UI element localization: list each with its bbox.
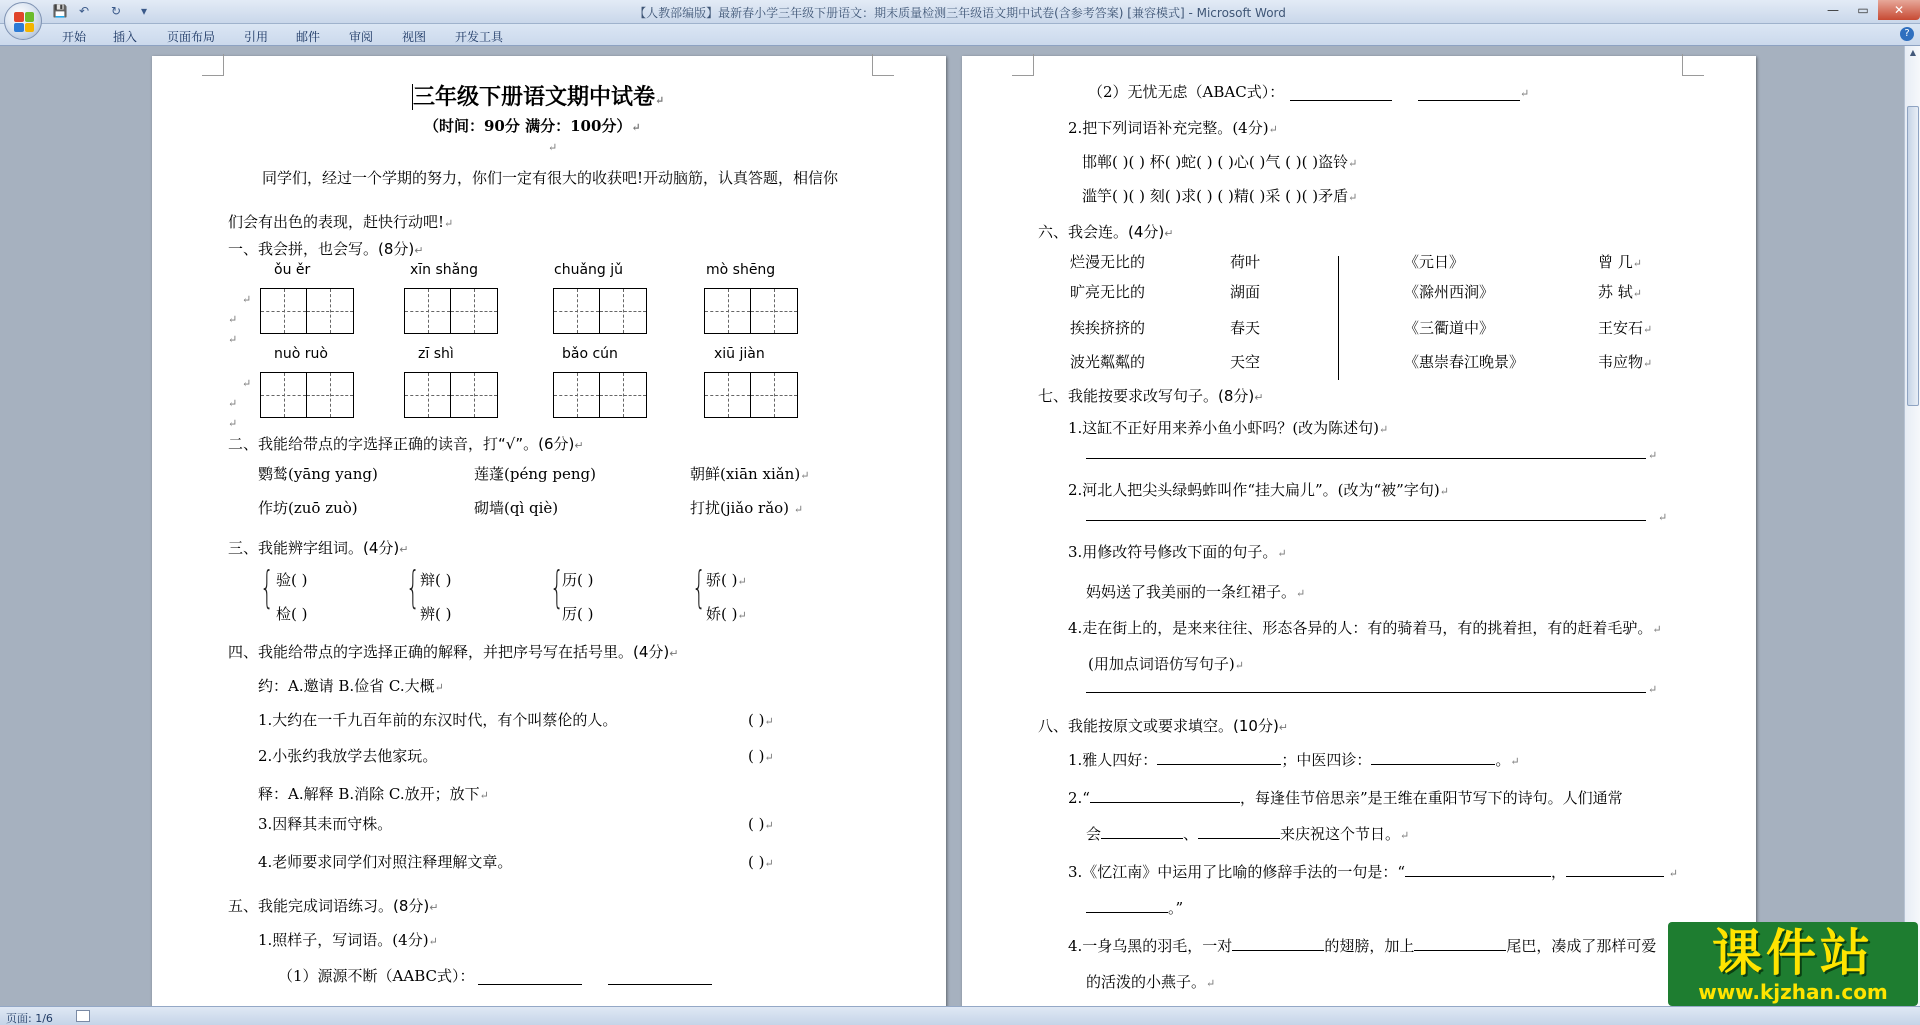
tab-insert[interactable]: 插入: [113, 30, 138, 44]
pinyin: mò shēng: [706, 262, 776, 278]
section-6-heading: 六、我会连。(4分)↵: [1038, 223, 1174, 241]
question: 4.老师要求同学们对照注释理解文章。: [258, 853, 513, 871]
watermark-text: 课件站: [1712, 924, 1874, 982]
poet-name: 韦应物↵: [1598, 353, 1653, 371]
section-8-heading: 八、我能按原文或要求填空。(10分)↵: [1038, 717, 1289, 735]
question: 1.这缸不正好用来养小鱼小虾吗？(改为陈述句)↵: [1068, 419, 1389, 437]
page-count[interactable]: 页面: 1/6: [6, 1012, 53, 1025]
question: （1）源源不断（AABC式）：: [278, 967, 475, 985]
tab-home[interactable]: 开始: [62, 30, 87, 44]
definition-options: 释：A.解释 B.消除 C.放开；放下↵: [258, 785, 489, 803]
paragraph-mark: ↵: [228, 397, 238, 410]
reading-choice: 打扰(jiǎo rǎo) ↵: [690, 499, 804, 517]
poem-title: 《元日》: [1404, 253, 1465, 271]
reading-choice: 莲蓬(péng peng): [474, 465, 596, 483]
match-left: 挨挨挤挤的: [1070, 319, 1146, 337]
match-left: 旷亮无比的: [1070, 283, 1146, 301]
pinyin: bǎo cún: [562, 346, 618, 362]
pinyin: xiū jiàn: [714, 346, 765, 362]
word-pair: 娇( )↵: [706, 605, 747, 623]
question-instruction: (用加点词语仿写句子)↵: [1088, 655, 1244, 673]
paragraph-mark: ↵: [1648, 683, 1658, 696]
fill-question: 会 、 来庆祝这个节日。↵: [1086, 825, 1410, 843]
word-pair: 骄( )↵: [706, 571, 747, 589]
writing-grid[interactable]: [553, 288, 647, 334]
fill-question: 1.雅人四好： ；中医四诊： 。↵: [1068, 751, 1520, 769]
answer-paren[interactable]: ( )↵: [748, 853, 774, 871]
match-right: 湖面: [1230, 283, 1261, 301]
question: （2）无忧无虑（ABAC式）：: [1088, 83, 1285, 101]
document-workspace[interactable]: [0, 46, 1904, 1006]
answer-blank[interactable]: [1418, 100, 1520, 101]
answer-paren[interactable]: ( )↵: [748, 711, 774, 729]
window-title: 【人教部编版】最新春小学三年级下册语文：期末质量检测三年级语文期中试卷(含参考答案) [兼容模式] - Microsoft Word: [634, 6, 1286, 20]
section-3-heading: 三、我能辨字组词。(4分)↵: [228, 539, 409, 557]
match-left: 烂漫无比的: [1070, 253, 1146, 271]
intro-line-1: 同学们，经过一个学期的努力，你们一定有很大的收获吧!开动脑筋，认真答题，相信你: [262, 169, 839, 187]
crop-mark: [1682, 54, 1704, 76]
close-button[interactable]: ✕: [1878, 0, 1920, 20]
paragraph-mark: ↵: [228, 417, 238, 430]
word-pair: 辩( ): [420, 571, 452, 589]
question: 3.用修改符号修改下面的句子。↵: [1068, 543, 1287, 561]
word-pair: 检( ): [276, 605, 308, 623]
paragraph-mark: ↵: [548, 141, 558, 154]
crop-mark: [872, 54, 894, 76]
answer-line[interactable]: [1086, 458, 1646, 459]
poet-name: 王安石↵: [1598, 319, 1653, 337]
vertical-scrollbar[interactable]: [1904, 46, 1920, 1006]
scroll-up-icon[interactable]: ▲: [1909, 48, 1917, 57]
word-pair: 验( ): [276, 571, 308, 589]
fill-question: 4.一身乌黑的羽毛，一对 的翅膀，加上 尾巴，凑成了那样可爱: [1068, 937, 1657, 955]
office-button[interactable]: [4, 2, 42, 40]
answer-paren[interactable]: ( )↵: [748, 815, 774, 833]
word-pair: 辨( ): [420, 605, 452, 623]
match-left: 波光粼粼的: [1070, 353, 1146, 371]
question: 3.因释其耒而守株。: [258, 815, 393, 833]
minimize-button[interactable]: —: [1827, 3, 1839, 17]
tab-references[interactable]: 引用: [244, 30, 269, 44]
question: 4.走在街上的，是来来往往、形态各异的人：有的骑着马，有的挑着担，有的赶着毛驴。↵: [1068, 619, 1662, 637]
section-2-heading: 二、我能给带点的字选择正确的读音，打“√”。(6分)↵: [228, 435, 584, 453]
save-icon[interactable]: 💾: [52, 4, 68, 18]
reading-choice: 鹦鹙(yāng yang): [258, 465, 378, 483]
redo-icon[interactable]: ↻: [110, 4, 122, 18]
section-1-heading: 一、我会拼，也会写。(8分)↵: [228, 240, 424, 258]
brace: {: [406, 562, 420, 613]
ribbon-tabs: [0, 24, 1920, 46]
definition-options: 约：A.邀请 B.俭省 C.大概↵: [258, 677, 444, 695]
title-bar: [0, 0, 1920, 24]
paragraph-mark: ↵: [1658, 511, 1668, 524]
reading-choice: 朝鲜(xiān xiǎn)↵: [690, 465, 810, 483]
reading-choice: 砌墙(qì qiè): [474, 499, 559, 517]
paragraph-mark: ↵: [1648, 449, 1658, 462]
writing-grid[interactable]: [704, 372, 798, 418]
answer-line[interactable]: [1086, 520, 1646, 521]
customize-quick-access-icon[interactable]: ▾: [140, 4, 148, 18]
paragraph-mark: ↵: [228, 333, 238, 346]
pinyin: zī shì: [418, 346, 454, 362]
brace: {: [550, 562, 564, 613]
writing-grid[interactable]: [404, 372, 498, 418]
match-right: 天空: [1230, 353, 1261, 371]
poet-name: 苏 轼↵: [1598, 283, 1642, 301]
paragraph-mark: ↵: [1520, 87, 1530, 100]
pinyin: nuò ruò: [274, 346, 328, 362]
divider-line: [1338, 256, 1339, 380]
fill-question: 2.“ ，每逢佳节倍思亲”是王维在重阳节写下的诗句。人们通常: [1068, 789, 1623, 807]
tab-review[interactable]: 审阅: [349, 30, 374, 44]
proofing-icon[interactable]: [76, 1010, 90, 1022]
poem-title: 《三衢道中》: [1404, 319, 1495, 337]
brace: {: [260, 562, 274, 613]
watermark-url: www.kjzhan.com: [1698, 980, 1888, 1004]
writing-grid[interactable]: [704, 288, 798, 334]
writing-grid[interactable]: [404, 288, 498, 334]
poet-name: 曾 几↵: [1598, 253, 1642, 271]
answer-line[interactable]: [1086, 692, 1646, 693]
fill-question: 3.《忆江南》中运用了比喻的修辞手法的一句是：“ ， ↵: [1068, 863, 1678, 881]
section-5-heading: 五、我能完成词语练习。(8分)↵: [228, 897, 439, 915]
writing-grid[interactable]: [260, 288, 354, 334]
answer-blank[interactable]: [1290, 100, 1392, 101]
window-controls: [1818, 0, 1920, 22]
fill-question: 。”: [1086, 898, 1183, 918]
writing-grid[interactable]: [553, 372, 647, 418]
scrollbar-thumb[interactable]: [1907, 106, 1919, 406]
match-right: 荷叶: [1230, 253, 1261, 271]
pinyin: chuǎng jǔ: [554, 262, 623, 278]
page-1[interactable]: [152, 56, 946, 1006]
answer-blank[interactable]: [478, 984, 582, 985]
page-2[interactable]: [962, 56, 1756, 1006]
idiom-fill-row: 滥竽( )( ) 刻( )求( ) ( )精( )采 ( )( )矛盾↵: [1082, 187, 1358, 205]
tab-developer[interactable]: 开发工具: [455, 30, 504, 44]
crop-mark: [1012, 54, 1034, 76]
poem-title: 《滁州西涧》: [1404, 283, 1495, 301]
undo-icon[interactable]: ↶: [78, 4, 90, 18]
question: 2.小张约我放学去他家玩。: [258, 747, 438, 765]
office-logo-icon: [14, 12, 34, 32]
answer-blank[interactable]: [608, 984, 712, 985]
sentence-to-correct: 妈妈送了我美丽的一条红裙子。↵: [1086, 583, 1306, 601]
brace: {: [692, 562, 706, 613]
answer-paren[interactable]: ( )↵: [748, 747, 774, 765]
paragraph-mark: ↵: [228, 313, 238, 326]
writing-grid[interactable]: [260, 372, 354, 418]
paragraph-mark: ↵: [242, 377, 252, 390]
tab-mailings[interactable]: 邮件: [296, 30, 321, 44]
paragraph-mark: ↵: [242, 293, 252, 306]
crop-mark: [202, 54, 224, 76]
word-pair: 厉( ): [562, 605, 594, 623]
pinyin: ǒu ěr: [274, 262, 311, 278]
exam-title: 三年级下册语文期中试卷↵: [413, 84, 665, 110]
status-bar: [0, 1006, 1920, 1025]
watermark-logo: [1668, 922, 1918, 1006]
maximize-button[interactable]: ▭: [1857, 3, 1869, 17]
intro-line-2: 们会有出色的表现，赶快行动吧!↵: [228, 213, 454, 231]
help-icon[interactable]: ?: [1900, 27, 1914, 41]
match-right: 春天: [1230, 319, 1261, 337]
tab-page-layout[interactable]: 页面布局: [167, 30, 216, 44]
poem-title: 《惠崇春江晚景》: [1404, 353, 1525, 371]
tab-view[interactable]: 视图: [402, 30, 427, 44]
question: 1.照样子，写词语。(4分)↵: [258, 931, 438, 949]
question: 2.把下列词语补充完整。(4分)↵: [1068, 119, 1278, 137]
exam-subtitle: （时间：90分 满分：100分）↵: [424, 117, 641, 135]
question: 2.河北人把尖头绿蚂蚱叫作“挂大扁儿”。(改为“被”字句)↵: [1068, 481, 1449, 499]
word-pair: 历( ): [562, 571, 594, 589]
reading-choice: 作坊(zuō zuò): [258, 499, 358, 517]
fill-question: 的活泼的小燕子。↵: [1086, 973, 1216, 991]
idiom-fill-row: 邯郸( )( ) 杯( )蛇( ) ( )心( )气 ( )( )盗铃↵: [1082, 153, 1358, 171]
section-4-heading: 四、我能给带点的字选择正确的解释，并把序号写在括号里。(4分)↵: [228, 643, 679, 661]
pinyin: xīn shǎng: [410, 262, 479, 278]
question: 1.大约在一千九百年前的东汉时代，有个叫蔡伦的人。: [258, 711, 618, 729]
section-7-heading: 七、我能按要求改写句子。(8分)↵: [1038, 387, 1264, 405]
